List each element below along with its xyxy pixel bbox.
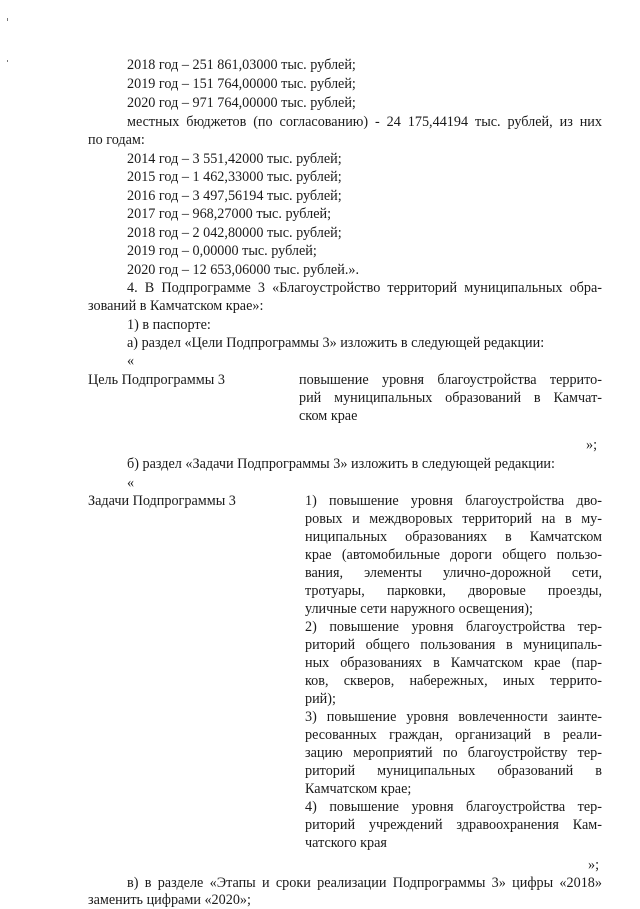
open-quote: « bbox=[127, 353, 135, 369]
tasks-label: Задачи Подпрограммы 3 bbox=[88, 493, 236, 509]
tasks-value-line: риторий муниципальных образований в bbox=[305, 763, 602, 779]
paragraph-line: 1) в паспорте: bbox=[127, 317, 211, 333]
scan-mark bbox=[7, 18, 8, 21]
local-budget-line: местных бюджетов (по согласованию) - 24 175,44194 тыс. рублей, из них bbox=[127, 114, 602, 130]
tasks-value-line: 4) повышение уровня благоустройства тер- bbox=[305, 799, 602, 815]
tasks-value-line: уличные сети наружного освещения); bbox=[305, 601, 533, 617]
tasks-value-line: рий); bbox=[305, 691, 336, 707]
paragraph-line: заменить цифрами «2020»; bbox=[88, 892, 251, 908]
funding-line: 2014 год – 3 551,42000 тыс. рублей; bbox=[127, 151, 342, 167]
tasks-value-line: зацию мероприятий по благоустройству тер- bbox=[305, 745, 602, 761]
funding-line: 2019 год – 151 764,00000 тыс. рублей; bbox=[127, 76, 356, 92]
goals-value-line: ском крае bbox=[299, 408, 358, 424]
funding-line: 2017 год – 968,27000 тыс. рублей; bbox=[127, 206, 332, 222]
close-quote: »; bbox=[588, 857, 600, 873]
tasks-value-line: тротуары, парковки, дворовые проезды, bbox=[305, 583, 602, 599]
paragraph-line: б) раздел «Задачи Подпрограммы 3» изложить в следующей редакции: bbox=[127, 456, 555, 472]
funding-line: 2020 год – 971 764,00000 тыс. рублей; bbox=[127, 95, 356, 111]
tasks-value-line: вания, элементы улично-дорожной сети, bbox=[305, 565, 602, 581]
tasks-value-line: 3) повышение уровня вовлеченности заинте- bbox=[305, 709, 602, 725]
goals-value-line: рий муниципальных образований в Камчат- bbox=[299, 390, 602, 406]
tasks-value-line: крае (автомобильные дороги общего пользо- bbox=[305, 547, 602, 563]
funding-line: 2018 год – 2 042,80000 тыс. рублей; bbox=[127, 225, 342, 241]
funding-line: 2015 год – 1 462,33000 тыс. рублей; bbox=[127, 169, 342, 185]
funding-line: 2020 год – 12 653,06000 тыс. рублей.». bbox=[127, 262, 360, 278]
paragraph-line: а) раздел «Цели Подпрограммы 3» изложить в следующей редакции: bbox=[127, 335, 545, 351]
funding-line: 2016 год – 3 497,56194 тыс. рублей; bbox=[127, 188, 342, 204]
tasks-value-line: риторий учреждений здравоохранения Кам- bbox=[305, 817, 602, 833]
paragraph-line: в) в разделе «Этапы и сроки реализации Подпрограммы 3» цифры «2018» bbox=[127, 875, 602, 891]
tasks-value-line: ниципальных образованиях в Камчатском bbox=[305, 529, 602, 545]
paragraph-line: 4. В Подпрограмме 3 «Благоустройство территорий муниципальных обра- bbox=[127, 280, 602, 296]
close-quote: »; bbox=[586, 437, 598, 453]
tasks-value-line: Камчатском крае; bbox=[305, 781, 412, 797]
funding-line: 2018 год – 251 861,03000 тыс. рублей; bbox=[127, 57, 356, 73]
tasks-value-line: ровых и междворовых территорий на в му- bbox=[305, 511, 602, 527]
scan-mark bbox=[7, 60, 8, 62]
paragraph-line: зований в Камчатском крае»: bbox=[88, 298, 264, 314]
funding-line: 2019 год – 0,00000 тыс. рублей; bbox=[127, 243, 317, 259]
tasks-value-line: чатского края bbox=[305, 835, 387, 851]
tasks-value-line: ресованных граждан, организаций в реали- bbox=[305, 727, 602, 743]
local-budget-line: по годам: bbox=[88, 132, 145, 148]
goals-label: Цель Подпрограммы 3 bbox=[88, 372, 225, 388]
goals-value-line: повышение уровня благоустройства террито- bbox=[299, 372, 602, 388]
tasks-value-line: 1) повышение уровня благоустройства дво- bbox=[305, 493, 602, 509]
tasks-value-line: 2) повышение уровня благоустройства тер- bbox=[305, 619, 602, 635]
tasks-value-line: ных образованиях в Камчатском крае (пар- bbox=[305, 655, 602, 671]
tasks-value-line: ков, скверов, набережных, иных террито- bbox=[305, 673, 602, 689]
open-quote: « bbox=[127, 475, 135, 491]
tasks-value-line: риторий общего пользования в муниципаль- bbox=[305, 637, 602, 653]
